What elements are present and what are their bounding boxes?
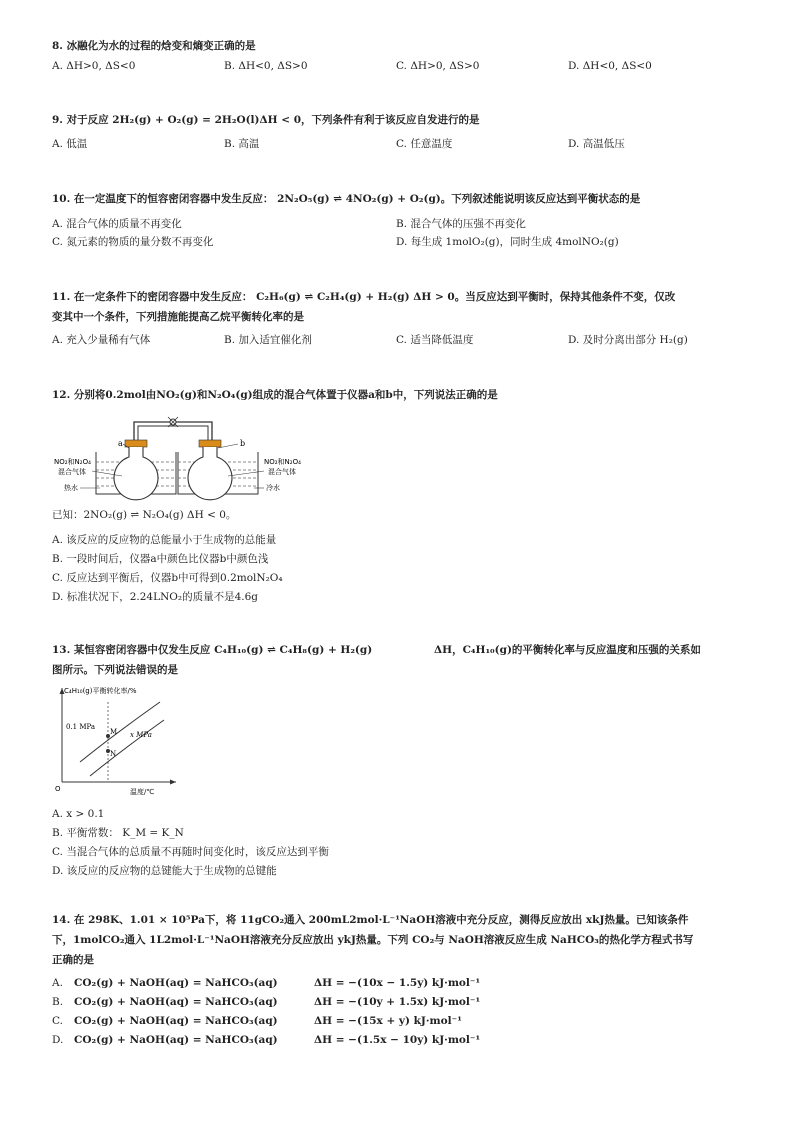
- option-d-enthalpy: ΔH = −(1.5x − 10y) kJ·mol⁻¹: [314, 1034, 481, 1046]
- option-b[interactable]: [52, 993, 481, 1012]
- option-a[interactable]: A. ΔH>0, ΔS<0: [52, 60, 136, 72]
- option-d[interactable]: D. 高温低压: [568, 138, 625, 150]
- origin-label: O: [55, 785, 61, 793]
- option-c[interactable]: C. 适当降低温度: [396, 334, 474, 346]
- stopper-b: [199, 440, 221, 447]
- hot-water-label: 热水: [64, 484, 78, 492]
- option-a-enthalpy: ΔH = −(10x − 1.5y) kJ·mol⁻¹: [314, 977, 481, 989]
- question-11: [52, 287, 754, 346]
- option-d[interactable]: D. 该反应的反应物的总键能大于生成物的总键能: [52, 865, 277, 877]
- option-d[interactable]: D. 标准状况下，2.24LNO₂的质量不是4.6g: [52, 591, 258, 603]
- option-c[interactable]: [52, 1012, 462, 1031]
- curve-2-label: x MPa: [130, 731, 152, 739]
- option-c-enthalpy: ΔH = −(15x + y) kJ·mol⁻¹: [314, 1015, 462, 1027]
- point-n-label: N: [110, 750, 117, 758]
- x-axis-arrow: [170, 780, 176, 785]
- option-a[interactable]: [52, 974, 481, 993]
- conversion-graph: [52, 684, 182, 796]
- option-d[interactable]: [52, 1031, 481, 1050]
- question-11-stem-line2: 变其中一个条件，下列措施能提高乙烷平衡转化率的是: [52, 311, 304, 323]
- question-14-stem-line1: 14. 在 298K、1.01 × 10⁵Pa下，将 11gCO₂通入 200mL2mol·L⁻¹NaOH溶液中充分反应，测得反应放出 xkJ热量。已知该条件: [52, 914, 689, 926]
- option-a[interactable]: A. 低温: [52, 138, 88, 150]
- question-9-options: [52, 135, 754, 153]
- question-9-stem: 9. 对于反应 2H₂(g) + O₂(g) = 2H₂O(l)ΔH < 0，下列条件有利于该反应自发进行的是: [52, 114, 480, 126]
- question-13-stem-line1: [52, 640, 754, 660]
- option-d[interactable]: D. ΔH<0, ΔS<0: [568, 60, 652, 72]
- question-10-options-row2: [52, 233, 754, 251]
- question-12-body: [52, 506, 754, 607]
- option-c[interactable]: C. 任意温度: [396, 138, 453, 150]
- option-a[interactable]: A. 混合气体的质量不再变化: [52, 218, 182, 230]
- option-d-label: D.: [52, 1034, 64, 1046]
- question-14: [52, 910, 754, 970]
- curve-1-label: 0.1 MPa: [66, 723, 96, 731]
- label-a: a: [118, 439, 123, 448]
- question-10: [52, 189, 754, 248]
- option-b-enthalpy: ΔH = −(10y + 1.5x) kJ·mol⁻¹: [314, 996, 481, 1008]
- option-c[interactable]: C. 反应达到平衡后，仪器b中可得到0.2molN₂O₄: [52, 572, 283, 584]
- question-11-options: [52, 331, 754, 349]
- question-14-options: [52, 974, 754, 1054]
- option-c[interactable]: C. 氮元素的物质的量分数不再变化: [52, 236, 214, 248]
- question-14-stem-line3: 正确的是: [52, 954, 94, 966]
- right-gas-label-1: NO₂和N₂O₄: [264, 458, 301, 466]
- question-12: [52, 385, 754, 405]
- stopper-a: [125, 440, 147, 447]
- point-m-label: M: [110, 728, 118, 736]
- question-13-stem-part1: 13. 某恒容密闭容器中仅发生反应 C₄H₁₀(g) ⇌ C₄H₈(g) + H₂(g): [52, 644, 373, 656]
- left-gas-label-1: NO₂和N₂O₄: [54, 458, 91, 466]
- y-axis-label: C₄H₁₀(g)平衡转化率/%: [64, 687, 137, 695]
- flask-a: [114, 447, 158, 500]
- option-b-label: B.: [52, 996, 64, 1008]
- question-13-options: [52, 805, 754, 881]
- apparatus-figure: [52, 412, 322, 502]
- option-d-equation: CO₂(g) + NaOH(aq) = NaHCO₃(aq): [74, 1034, 278, 1046]
- question-8: [52, 36, 754, 72]
- option-d[interactable]: D. 及时分离出部分 H₂(g): [568, 334, 688, 346]
- option-b[interactable]: B. 高温: [224, 138, 260, 150]
- option-a[interactable]: A. x > 0.1: [52, 808, 105, 820]
- curve-x-mpa: [90, 720, 164, 776]
- question-11-stem-line1: 11. 在一定条件下的密闭容器中发生反应： C₂H₆(g) ⇌ C₂H₄(g) + H₂(g) ΔH > 0。当反应达到平衡时，保持其他条件不变，仅改: [52, 291, 676, 303]
- flask-b: [188, 447, 232, 500]
- question-13-stem-part2: ΔH，C₄H₁₀(g)的平衡转化率与反应温度和压强的关系如: [434, 644, 701, 656]
- option-b[interactable]: B. ΔH<0, ΔS>0: [224, 60, 308, 72]
- option-c-label: C.: [52, 1015, 63, 1027]
- option-d[interactable]: D. 每生成 1molO₂(g)，同时生成 4molNO₂(g): [396, 236, 619, 248]
- option-c[interactable]: C. ΔH>0, ΔS>0: [396, 60, 480, 72]
- question-8-options: [52, 57, 754, 75]
- option-b-equation: CO₂(g) + NaOH(aq) = NaHCO₃(aq): [74, 996, 278, 1008]
- option-a[interactable]: A. 充入少量稀有气体: [52, 334, 151, 346]
- option-a[interactable]: A. 该反应的反应物的总能量小于生成物的总能量: [52, 534, 277, 546]
- right-gas-label-2: 混合气体: [268, 468, 296, 476]
- question-13-stem-line2: 图所示。下列说法错误的是: [52, 664, 178, 676]
- option-b[interactable]: B. 平衡常数： K_M = K_N: [52, 827, 184, 839]
- option-b[interactable]: B. 一段时间后，仪器a中颜色比仪器b中颜色浅: [52, 553, 269, 565]
- option-a-equation: CO₂(g) + NaOH(aq) = NaHCO₃(aq): [74, 977, 278, 989]
- question-10-options-row1: [52, 215, 754, 233]
- option-a-label: A.: [52, 977, 63, 989]
- question-13: [52, 640, 754, 680]
- question-9: [52, 110, 754, 150]
- option-b[interactable]: B. 加入适宜催化剂: [224, 334, 312, 346]
- question-10-stem: 10. 在一定温度下的恒容密闭容器中发生反应： 2N₂O₅(g) ⇌ 4NO₂(g) + O₂(g)。下列叙述能说明该反应达到平衡状态的是: [52, 193, 641, 205]
- question-12-known: 已知：2NO₂(g) ⇌ N₂O₄(g) ΔH < 0。: [52, 509, 237, 521]
- connecting-tube-inner: [138, 426, 208, 442]
- option-b[interactable]: B. 混合气体的压强不再变化: [396, 218, 526, 230]
- x-axis-label: 温度/℃: [130, 788, 155, 796]
- option-c[interactable]: C. 当混合气体的总质量不再随时间变化时，该反应达到平衡: [52, 846, 329, 858]
- question-12-stem: 12. 分别将0.2mol由NO₂(g)和N₂O₄(g)组成的混合气体置于仪器a和b中，下列说法正确的是: [52, 389, 498, 401]
- label-b: b: [240, 439, 246, 448]
- question-14-stem-line2: 下，1molCO₂通入 1L2mol·L⁻¹NaOH溶液充分反应放出 ykJ热量。下列 CO₂与 NaOH溶液反应生成 NaHCO₃的热化学方程式书写: [52, 934, 694, 946]
- question-8-stem: 8. 冰融化为水的过程的焓变和熵变正确的是: [52, 40, 256, 52]
- cold-water-label: 冷水: [266, 484, 280, 492]
- option-c-equation: CO₂(g) + NaOH(aq) = NaHCO₃(aq): [74, 1015, 278, 1027]
- left-gas-label-2: 混合气体: [58, 468, 86, 476]
